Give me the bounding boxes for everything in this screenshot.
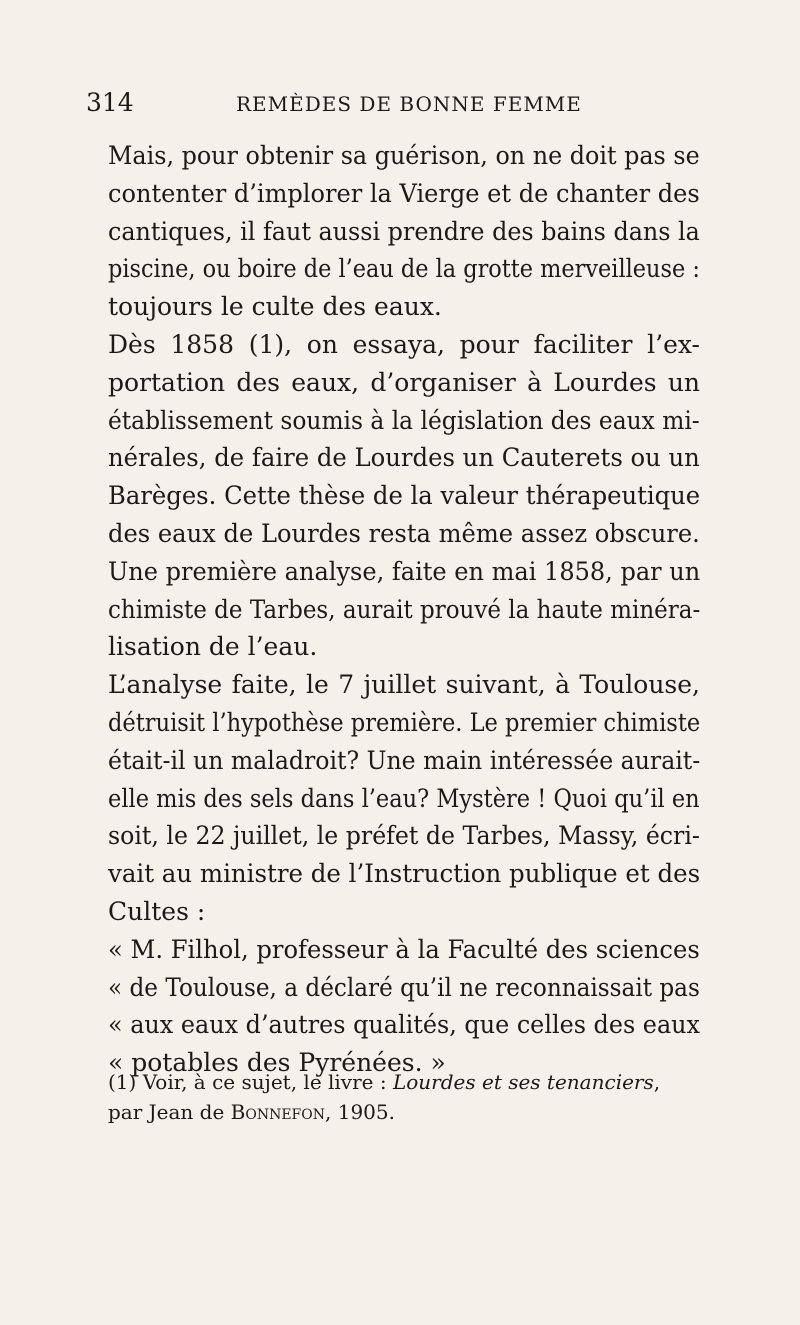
- page-header: [86, 88, 726, 122]
- text-line: Mais, pour obtenir sa guérison, on ne doit pas se: [108, 141, 700, 170]
- text-line: détruisit l’hypothèse première. Le premier chimiste: [108, 707, 701, 737]
- text-line: cantiques, il faut aussi prendre des bains dans la: [108, 216, 700, 246]
- quote-line: « potables des Pyrénées. »: [108, 1048, 446, 1078]
- text-line: Une première analyse, faite en mai 1858, par un: [108, 556, 701, 586]
- quote-line: « de Toulouse, a déclaré qu’il ne reconnaissait pas: [108, 972, 700, 1002]
- text-line: Cultes :: [108, 896, 206, 926]
- text-line: soit, le 22 juillet, le préfet de Tarbes, Massy, écri-: [108, 821, 700, 851]
- footnote-line2-end: , 1905.: [325, 1100, 395, 1124]
- text-line: établissement soumis à la législation des eaux mi-: [108, 405, 700, 435]
- text-line: elle mis des sels dans l’eau? Mystère ! Quoi qu’il en: [108, 783, 700, 813]
- text-line: Barèges. Cette thèse de la valeur thérapeutique: [108, 481, 701, 511]
- text-line: des eaux de Lourdes resta même assez obscure.: [108, 518, 700, 548]
- text-line: contenter d’implorer la Vierge et de chanter des: [108, 178, 700, 208]
- text-line: nérales, de faire de Lourdes un Cauterets ou un: [108, 443, 700, 473]
- footnote-prefix: (1) Voir, à ce sujet, le livre :: [108, 1070, 393, 1094]
- footnote-comma: ,: [653, 1070, 661, 1094]
- text-line: Dès 1858 (1), on essaya, pour faciliter l’ex-: [108, 329, 700, 359]
- author-name: Bonnefon: [230, 1100, 325, 1124]
- footnote-line-1: [108, 1067, 800, 1097]
- text-line: chimiste de Tarbes, aurait prouvé la haute minéra-: [108, 594, 701, 624]
- body-text: [108, 137, 800, 1082]
- running-head: REMÈDES DE BONNE FEMME: [236, 92, 582, 116]
- page-number: 314: [86, 88, 134, 117]
- text-line: portation des eaux, d’organiser à Lourdes un: [108, 367, 701, 397]
- text-line: vait au ministre de l’Instruction publique et des: [108, 859, 701, 889]
- text-line: était-il un maladroit? Une main intéressée aurait-: [108, 745, 701, 775]
- footnote-line2-start: par Jean de: [108, 1100, 231, 1124]
- text-line: toujours le culte des eaux.: [108, 292, 442, 322]
- quote-line: « aux eaux d’autres qualités, que celles des eaux: [108, 1010, 701, 1040]
- footnote: [108, 1067, 800, 1127]
- book-title: Lourdes et ses tenanciers: [392, 1070, 654, 1094]
- text-line: piscine, ou boire de l’eau de la grotte merveilleuse :: [108, 254, 700, 284]
- text-line: L’analyse faite, le 7 juillet suivant, à Toulouse,: [108, 670, 701, 700]
- text-line: lisation de l’eau.: [108, 632, 318, 662]
- footnote-line-2: [108, 1097, 800, 1127]
- quote-line: « M. Filhol, professeur à la Faculté des sciences: [108, 934, 700, 964]
